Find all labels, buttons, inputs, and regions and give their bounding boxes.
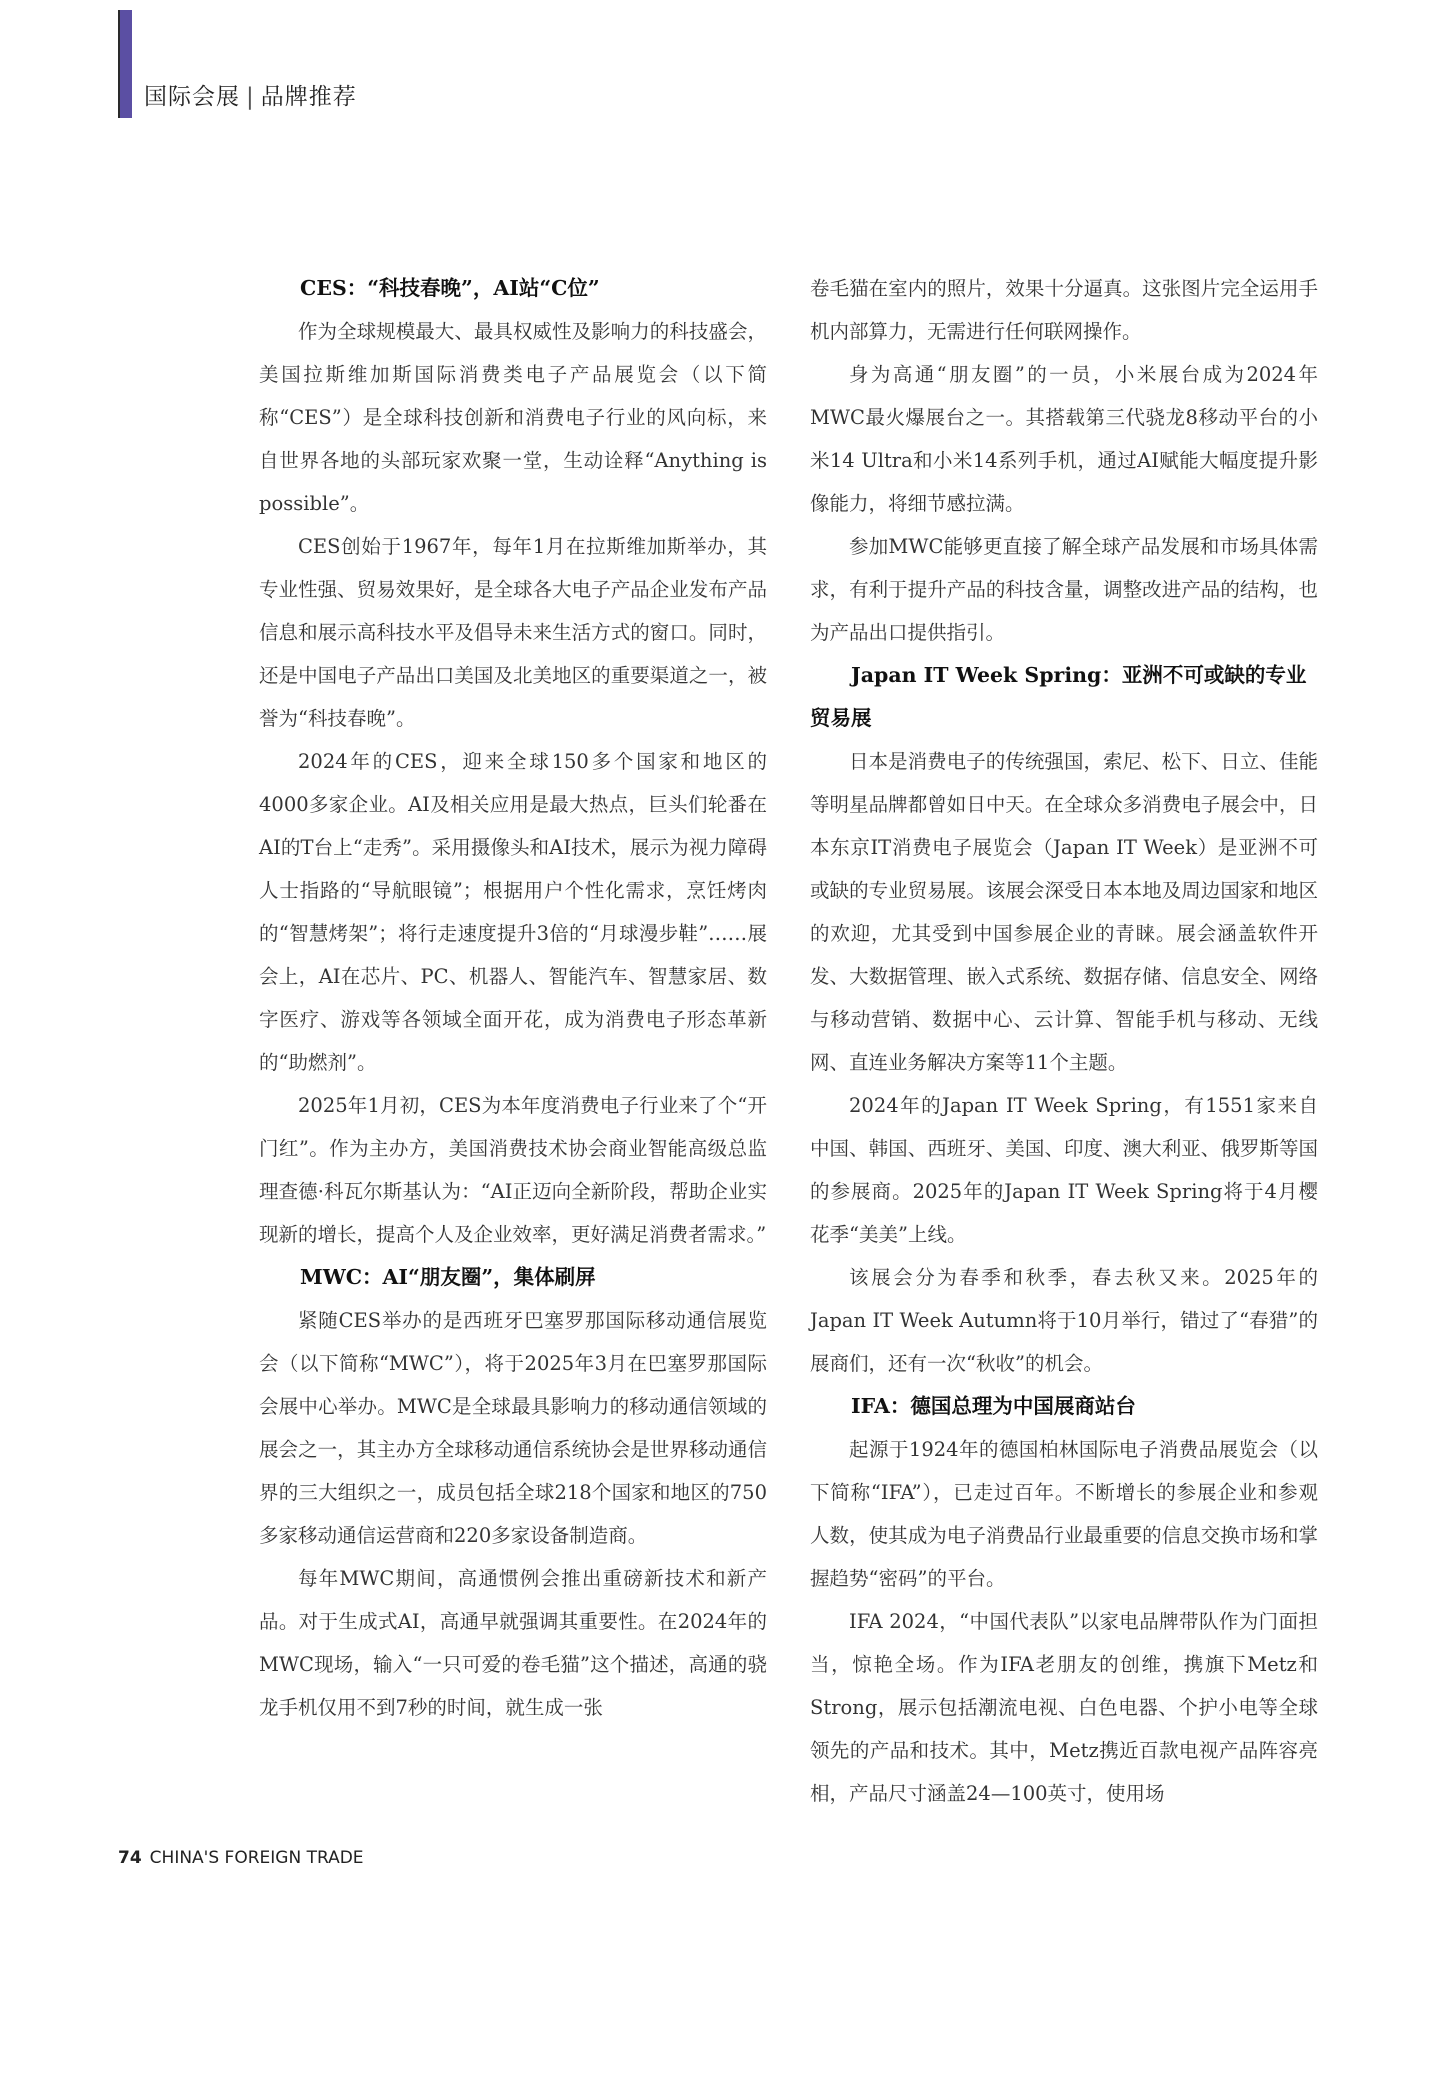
header-section: 国际会展 xyxy=(144,84,240,110)
page-footer xyxy=(118,1848,364,1868)
paragraph: 2024年的CES，迎来全球150多个国家和地区的4000多家企业。AI及相关应用是最大热点，巨头们轮番在AI的T台上“走秀”。采用摄像头和AI技术，展示为视力障碍人士指路的“导航眼镜”；根据用户个性化需求，烹饪烤肉的“智慧烤架”；将行走速度提升3倍的“月球漫步鞋”……展会上，AI在芯片、PC、机器人、智能汽车、智慧家居、数字医疗、游戏等各领域全面开花，成为消费电子形态革新的“助燃剂”。 xyxy=(259,750,767,1074)
section-heading-mwc: MWC：AI“朋友圈”，集体刷屏 xyxy=(300,1265,596,1289)
paragraph: IFA 2024，“中国代表队”以家电品牌带队作为门面担当，惊艳全场。作为IFA老朋友的创维，携旗下Metz和Strong，展示包括潮流电视、白色电器、个护小电等全球领先的产品和技术。其中，Metz携近百款电视产品阵容亮相，产品尺寸涵盖24—100英寸，使用场 xyxy=(810,1610,1318,1805)
paragraph: 身为高通“朋友圈”的一员，小米展台成为2024年MWC最火爆展台之一。其搭载第三代骁龙8移动平台的小米14 Ultra和小米14系列手机，通过AI赋能大幅度提升影像能力，将细节感拉满。 xyxy=(810,363,1318,515)
running-header xyxy=(144,78,357,111)
page-number: 74 xyxy=(118,1848,142,1868)
header-separator: | xyxy=(246,84,255,110)
section-marker-bar xyxy=(118,10,132,118)
paragraph: 起源于1924年的德国柏林国际电子消费品展览会（以下简称“IFA”），已走过百年。不断增长的参展企业和参观人数，使其成为电子消费品行业最重要的信息交换市场和掌握趋势“密码”的平台。 xyxy=(810,1438,1318,1590)
section-heading-japan-it-week: Japan IT Week Spring：亚洲不可或缺的专业贸易展 xyxy=(810,663,1307,730)
paragraph: CES创始于1967年，每年1月在拉斯维加斯举办，其专业性强、贸易效果好，是全球各大电子产品企业发布产品信息和展示高科技水平及倡导未来生活方式的窗口。同时，还是中国电子产品出口美国及北美地区的重要渠道之一，被誉为“科技春晚”。 xyxy=(259,535,767,730)
paragraph: 作为全球规模最大、最具权威性及影响力的科技盛会，美国拉斯维加斯国际消费类电子产品展览会（以下简称“CES”）是全球科技创新和消费电子行业的风向标，来自世界各地的头部玩家欢聚一堂，生动诠释“Anything is possible”。 xyxy=(259,320,767,515)
publication-name: CHINA'S FOREIGN TRADE xyxy=(149,1848,364,1868)
header-subsection: 品牌推荐 xyxy=(260,84,357,110)
paragraph: 紧随CES举办的是西班牙巴塞罗那国际移动通信展览会（以下简称“MWC”），将于2025年3月在巴塞罗那国际会展中心举办。MWC是全球最具影响力的移动通信领域的展会之一，其主办方全球移动通信系统协会是世界移动通信界的三大组织之一，成员包括全球218个国家和地区的750多家移动通信运营商和220多家设备制造商。 xyxy=(259,1309,767,1547)
paragraph: 该展会分为春季和秋季，春去秋又来。2025年的Japan IT Week Autumn将于10月举行，错过了“春猎”的展商们，还有一次“秋收”的机会。 xyxy=(810,1266,1318,1375)
paragraph: 每年MWC期间，高通惯例会推出重磅新技术和新产品。对于生成式AI，高通早就强调其重要性。在2024年的MWC现场，输入“一只可爱的卷毛猫”这个描述，高通的骁龙手机仅用不到7秒的时间，就生成一张 xyxy=(259,1567,767,1719)
paragraph: 日本是消费电子的传统强国，索尼、松下、日立、佳能等明星品牌都曾如日中天。在全球众多消费电子展会中，日本东京IT消费电子展览会（Japan IT Week）是亚洲不可或缺的专业贸易展。该展会深受日本本地及周边国家和地区的欢迎，尤其受到中国参展企业的青睐。展会涵盖软件开发、大数据管理、嵌入式系统、数据存储、信息安全、网络与移动营销、数据中心、云计算、智能手机与移动、无线网、直连业务解决方案等11个主题。 xyxy=(810,750,1318,1074)
section-marker-line xyxy=(118,10,120,118)
paragraph: 参加MWC能够更直接了解全球产品发展和市场具体需求，有利于提升产品的科技含量，调整改进产品的结构，也为产品出口提供指引。 xyxy=(810,535,1318,644)
paragraph: 2025年1月初，CES为本年度消费电子行业来了个“开门红”。作为主办方，美国消费技术协会商业智能高级总监理查德·科瓦尔斯基认为：“AI正迈向全新阶段，帮助企业实现新的增长，提高个人及企业效率，更好满足消费者需求。” xyxy=(259,1094,767,1246)
article-column-right xyxy=(810,267,1318,1815)
paragraph: 2024年的Japan IT Week Spring，有1551家来自中国、韩国、西班牙、美国、印度、澳大利亚、俄罗斯等国的参展商。2025年的Japan IT Week Spring将于4月樱花季“美美”上线。 xyxy=(810,1094,1318,1246)
section-heading-ifa: IFA：德国总理为中国展商站台 xyxy=(851,1394,1136,1418)
paragraph-continued: 卷毛猫在室内的照片，效果十分逼真。这张图片完全运用手机内部算力，无需进行任何联网操作。 xyxy=(810,277,1318,343)
section-heading-ces: CES：“科技春晚”，AI站“C位” xyxy=(300,276,600,300)
article-column-left xyxy=(259,267,767,1729)
